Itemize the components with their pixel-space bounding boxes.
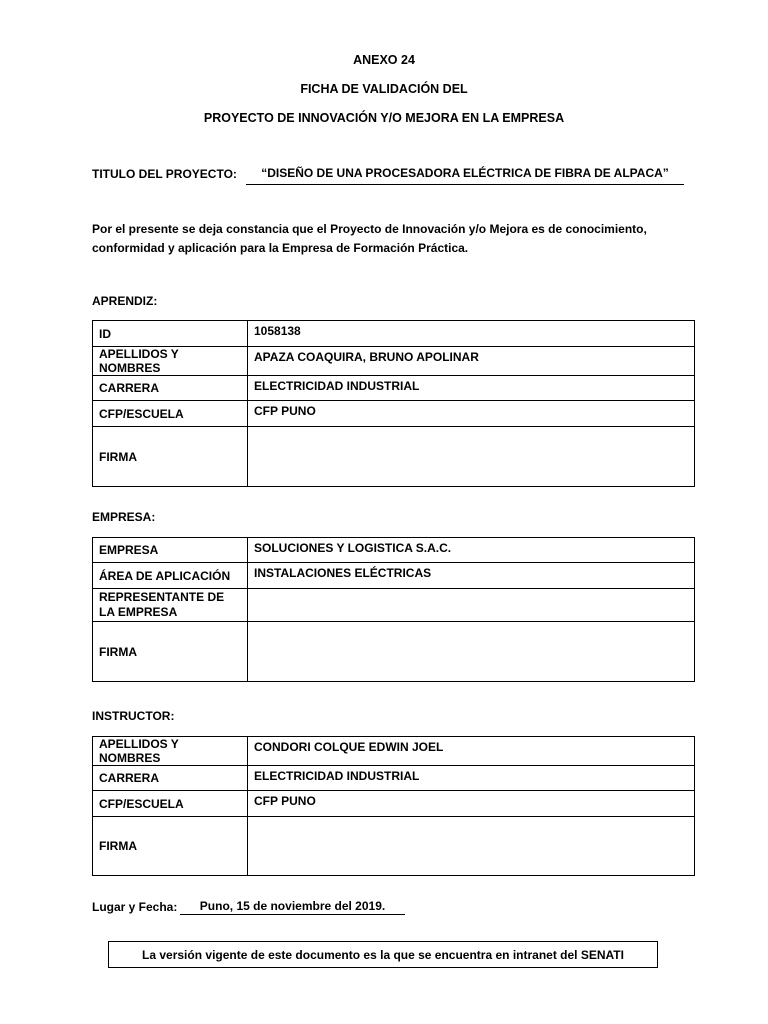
place-date-label: Lugar y Fecha: bbox=[92, 900, 178, 914]
empresa-representative-value[interactable] bbox=[248, 589, 695, 622]
instructor-career-label: CARRERA bbox=[93, 766, 248, 791]
empresa-area-value: INSTALACIONES ELÉCTRICAS bbox=[248, 563, 695, 589]
instructor-heading: INSTRUCTOR: bbox=[92, 709, 175, 723]
instructor-name-value: CONDORI COLQUE EDWIN JOEL bbox=[248, 737, 695, 766]
table-row bbox=[93, 427, 695, 487]
table-row bbox=[93, 766, 695, 791]
table-row bbox=[93, 791, 695, 817]
table-row bbox=[93, 622, 695, 682]
project-title-value: “DISEÑO DE UNA PROCESADORA ELÉCTRICA DE FIBRA DE ALPACA” bbox=[246, 166, 684, 185]
instructor-table bbox=[92, 736, 695, 876]
instructor-school-label: CFP/ESCUELA bbox=[93, 791, 248, 817]
project-title-label: TITULO DEL PROYECTO: bbox=[92, 167, 237, 181]
intro-line-2: conformidad y aplicación para la Empresa de Formación Práctica. bbox=[92, 241, 469, 255]
empresa-table bbox=[92, 537, 695, 682]
empresa-signature-label: FIRMA bbox=[93, 622, 248, 682]
empresa-name-value: SOLUCIONES Y LOGISTICA S.A.C. bbox=[248, 538, 695, 563]
footer-notice: La versión vigente de este documento es la que se encuentra en intranet del SENATI bbox=[108, 941, 658, 968]
aprendiz-signature-field[interactable] bbox=[248, 427, 695, 487]
empresa-name-label: EMPRESA bbox=[93, 538, 248, 563]
table-row bbox=[93, 538, 695, 563]
intro-line-1: Por el presente se deja constancia que el Proyecto de Innovación y/o Mejora es de conocimiento, bbox=[92, 222, 647, 236]
aprendiz-id-value: 1058138 bbox=[248, 321, 695, 347]
aprendiz-name-value: APAZA COAQUIRA, BRUNO APOLINAR bbox=[248, 347, 695, 376]
table-row bbox=[93, 401, 695, 427]
empresa-representative-label: REPRESENTANTE DE LA EMPRESA bbox=[93, 589, 248, 622]
annex-number: ANEXO 24 bbox=[353, 53, 415, 67]
instructor-signature-field[interactable] bbox=[248, 817, 695, 876]
empresa-area-label: ÁREA DE APLICACIÓN bbox=[93, 563, 248, 589]
empresa-heading: EMPRESA: bbox=[92, 510, 156, 524]
instructor-school-value: CFP PUNO bbox=[248, 791, 695, 817]
aprendiz-career-value: ELECTRICIDAD INDUSTRIAL bbox=[248, 376, 695, 401]
instructor-career-value: ELECTRICIDAD INDUSTRIAL bbox=[248, 766, 695, 791]
aprendiz-id-label: ID bbox=[93, 321, 248, 347]
place-date-value: Puno, 15 de noviembre del 2019. bbox=[180, 899, 405, 915]
document-subtitle: PROYECTO DE INNOVACIÓN Y/O MEJORA EN LA EMPRESA bbox=[203, 111, 565, 125]
table-row bbox=[93, 321, 695, 347]
aprendiz-career-label: CARRERA bbox=[93, 376, 248, 401]
empresa-signature-field[interactable] bbox=[248, 622, 695, 682]
aprendiz-heading: APRENDIZ: bbox=[92, 294, 158, 308]
table-row bbox=[93, 347, 695, 376]
aprendiz-school-value: CFP PUNO bbox=[248, 401, 695, 427]
table-row bbox=[93, 817, 695, 876]
instructor-name-label: APELLIDOS Y NOMBRES bbox=[93, 737, 248, 766]
aprendiz-signature-label: FIRMA bbox=[93, 427, 248, 487]
table-row bbox=[93, 563, 695, 589]
aprendiz-name-label: APELLIDOS Y NOMBRES bbox=[93, 347, 248, 376]
table-row bbox=[93, 376, 695, 401]
aprendiz-school-label: CFP/ESCUELA bbox=[93, 401, 248, 427]
aprendiz-table bbox=[92, 320, 695, 487]
table-row bbox=[93, 589, 695, 622]
document-title: FICHA DE VALIDACIÓN DEL bbox=[300, 82, 468, 96]
table-row bbox=[93, 737, 695, 766]
instructor-signature-label: FIRMA bbox=[93, 817, 248, 876]
